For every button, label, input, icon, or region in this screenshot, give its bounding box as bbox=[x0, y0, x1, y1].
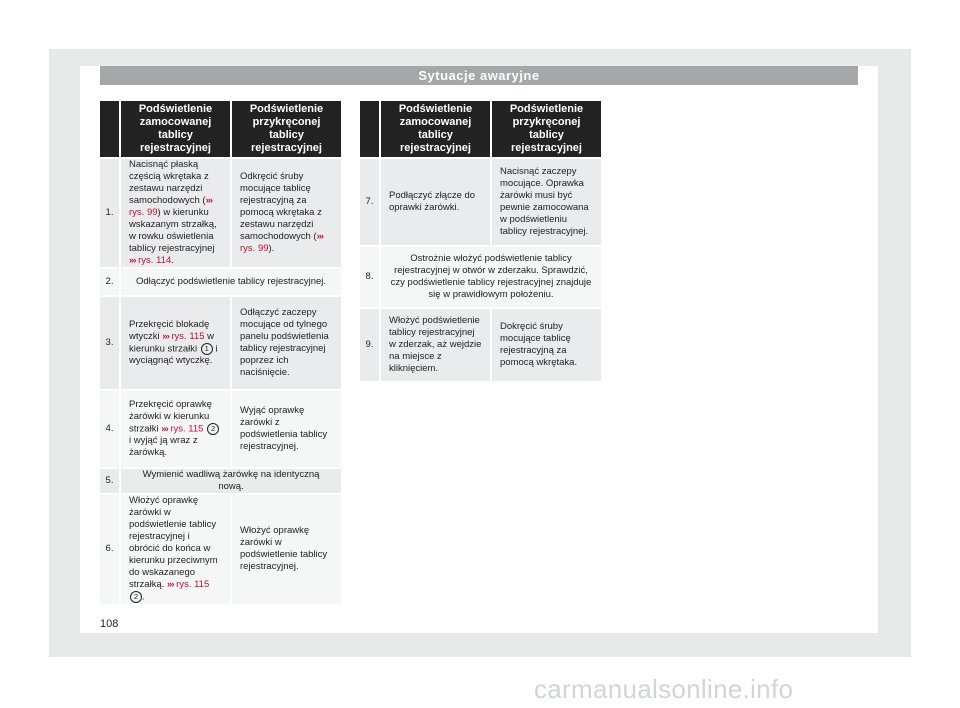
step-text-both: Ostrożnie włożyć podświetlenie tablicy rejestracyjnej w otwór w zderzaku. Sprawdzić, czy podświetlenie tablicy rejestracyjnej znajduje się w prawidłowym położeniu. bbox=[379, 245, 601, 307]
step-number: 6. bbox=[100, 493, 119, 604]
left-steps-table bbox=[100, 101, 341, 604]
step-number: 3. bbox=[100, 295, 119, 389]
table-row bbox=[100, 157, 341, 267]
figure-ref-link[interactable]: ››› rys. 99 bbox=[240, 231, 324, 254]
step-number: 2. bbox=[100, 267, 119, 295]
step-text-front: Włożyć oprawkę żarówki w podświetlenie tablicy rejestracyjnej i obrócić do końca w kierunku przeciwnym do wskazanego strzałką. ››› rys. 115 2 . bbox=[119, 493, 230, 604]
figure-ref-link[interactable]: ››› rys. 114 bbox=[129, 255, 172, 266]
step-text-front: Włożyć podświetlenie tablicy rejestracyjnej w zderzak, aż wejdzie na miejsce z kliknięciem. bbox=[379, 307, 490, 381]
step-number: 9. bbox=[360, 307, 379, 381]
figure-ref-link[interactable]: ››› rys. 99 bbox=[129, 195, 213, 218]
callout-badge: 2 bbox=[130, 591, 142, 603]
figure-ref-link[interactable]: ››› rys. 115 bbox=[162, 330, 205, 342]
column-header-screwed: Podświetlenie przykręconej tablicy rejestracyjnej bbox=[490, 101, 601, 157]
right-steps-table bbox=[360, 101, 601, 381]
step-text-screwed: Wyjąć oprawkę żarówki z podświetlenia tablicy rejestracyjnej. bbox=[230, 389, 341, 467]
step-text-front: Przekręcić oprawkę żarówki w kierunku strzałki ››› rys. 115 2 i wyjąć ją wraz z żarówką. bbox=[119, 389, 230, 467]
step-number: 4. bbox=[100, 389, 119, 467]
callout-badge: 1 bbox=[201, 343, 213, 355]
step-number: 7. bbox=[360, 157, 379, 245]
step-number: 8. bbox=[360, 245, 379, 307]
table-row bbox=[360, 157, 601, 245]
step-text-screwed: Odłączyć zaczepy mocujące od tylnego panelu podświetlenia tablicy rejestracyjnej poprzez ich naciśnięcie. bbox=[230, 295, 341, 389]
table-row bbox=[100, 467, 341, 493]
step-number: 1. bbox=[100, 157, 119, 267]
column-header-screwed: Podświetlenie przykręconej tablicy rejestracyjnej bbox=[230, 101, 341, 157]
step-text-screwed: Nacisnąć zaczepy mocujące. Oprawka żarówki musi być pewnie zamocowana w podświetleniu tablicy rejestracyjnej. bbox=[490, 157, 601, 245]
table-row bbox=[100, 295, 341, 389]
callout-badge: 2 bbox=[207, 423, 219, 435]
table-row bbox=[100, 267, 341, 295]
table-row bbox=[360, 245, 601, 307]
step-text-both: Wymienić wadliwą żarówkę na identyczną nową. bbox=[119, 467, 341, 493]
column-header-front: Podświetlenie zamocowanej tablicy rejestracyjnej bbox=[379, 101, 490, 157]
page-number: 108 bbox=[100, 618, 119, 630]
step-text-both: Odłączyć podświetlenie tablicy rejestracyjnej. bbox=[119, 267, 341, 295]
step-text-front: Podłączyć złącze do oprawki żarówki. bbox=[379, 157, 490, 245]
figure-ref-link[interactable]: ››› rys. 115 bbox=[161, 423, 204, 435]
step-number-header bbox=[100, 101, 119, 157]
step-text-screwed: Dokręcić śruby mocujące tablicę rejestracyjną za pomocą wkrętaka. bbox=[490, 307, 601, 381]
step-number: 5. bbox=[100, 467, 119, 493]
step-text-front: Przekręcić blokadę wtyczki ››› rys. 115 w kierunku strzałki 1 i wyciągnąć wtyczkę. bbox=[119, 295, 230, 389]
step-text-screwed: Odkręcić śruby mocujące tablicę rejestracyjną za pomocą wkrętaka z zestawu narzędzi samochodowych (››› rys. 99). bbox=[230, 157, 341, 267]
table-row bbox=[360, 307, 601, 381]
step-text-screwed: Włożyć oprawkę żarówki w podświetlenie tablicy rejestracyjnej. bbox=[230, 493, 341, 604]
table-row bbox=[100, 389, 341, 467]
figure-ref-link[interactable]: ››› rys. 115 bbox=[167, 579, 210, 590]
step-number-header bbox=[360, 101, 379, 157]
section-header: Sytuacje awaryjne bbox=[100, 66, 858, 85]
step-text-front: Nacisnąć płaską częścią wkrętaka z zestawu narzędzi samochodowych (››› rys. 99) w kierunku wskazanym strzałką, w rowku oświetlenia tablicy rejestracyjnej ››› rys. 114. bbox=[119, 157, 230, 267]
watermark: carmanualsonline.info bbox=[534, 674, 794, 704]
table-row bbox=[100, 493, 341, 604]
column-header-front: Podświetlenie zamocowanej tablicy rejestracyjnej bbox=[119, 101, 230, 157]
